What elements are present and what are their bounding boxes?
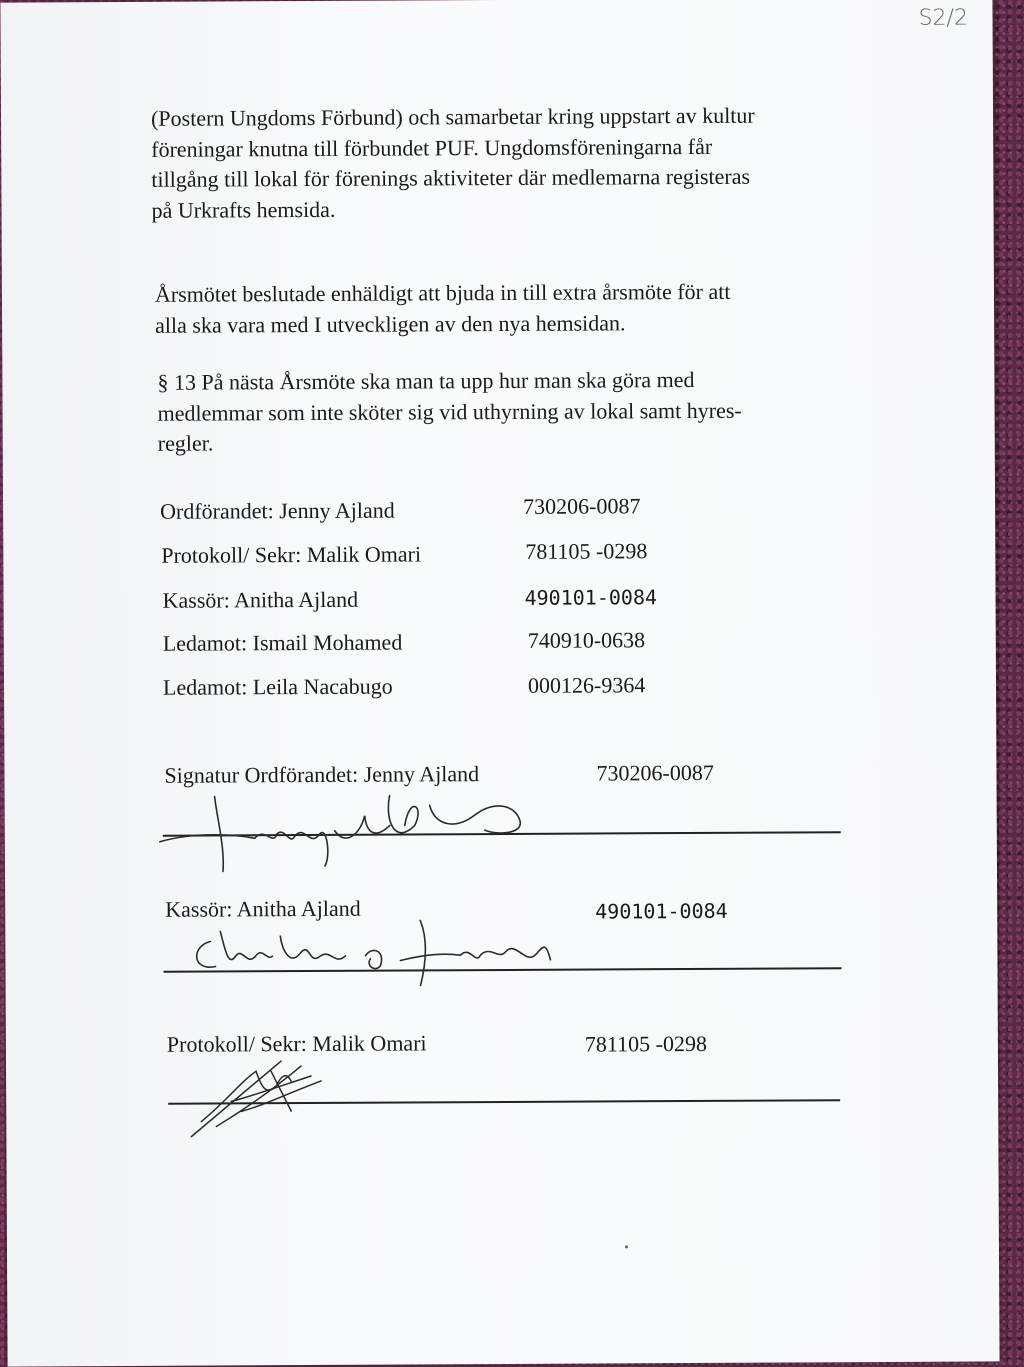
signature-treasurer-id: 490101-0084 [595,898,728,924]
signature-treasurer-label: Kassör: Anitha Ajland [165,895,361,922]
paragraph-puf: (Postern Ungdoms Förbund) och samarbetar kring uppstart av kultur föreningar knutna till förbundet PUF. Ungdomsföreningarna får tillgång till lokal för förenings aktiviteter där medlemarna registeras på Urkrafts hemsida. [150,102,755,223]
board-chair-name: Ordförandet: Jenny Ajland [160,497,395,524]
board-member-ismail-id: 740910-0638 [527,627,646,653]
paragraph-extra-meeting: Årsmötet beslutade enhäldigt att bjuda in till extra årsmöte för att alla ska vara med I utveckligen av den nya hemsidan. [154,278,731,338]
board-secretary-name: Protokoll/ Sekr: Malik Omari [161,541,422,568]
signature-secretary-label: Protokoll/ Sekr: Malik Omari [166,1030,427,1057]
page-number-note [918,6,968,31]
signature-secretary-handwriting [181,1041,352,1142]
page-number-text: S2/2 [918,5,968,31]
signature-treasurer-handwriting [180,909,600,991]
signature-chair-handwriting [154,775,535,887]
signature-chair-id: 730206-0087 [596,759,714,786]
board-member-ismail-name: Ledamot: Ismail Mohamed [162,629,403,656]
board-member-leila-name: Ledamot: Leila Nacabugo [162,673,393,700]
board-secretary-id: 781105 -0298 [525,538,648,564]
board-treasurer-id: 490101-0084 [524,585,658,610]
board-chair-id: 730206-0087 [523,493,641,519]
signature-secretary-id: 781105 -0298 [584,1030,707,1057]
paper-speck [625,1245,628,1248]
board-member-leila-id: 000126-9364 [527,672,646,698]
paragraph-section-13: § 13 På nästa Årsmöte ska man ta upp hur man ska göra med medlemmar som inte sköter sig vid uthyrning av lokal samt hyres- regler. [157,366,742,456]
board-treasurer-name: Kassör: Anitha Ajland [162,586,359,613]
signature-chair-label: Signatur Ordförandet: Jenny Ajland [164,761,480,788]
